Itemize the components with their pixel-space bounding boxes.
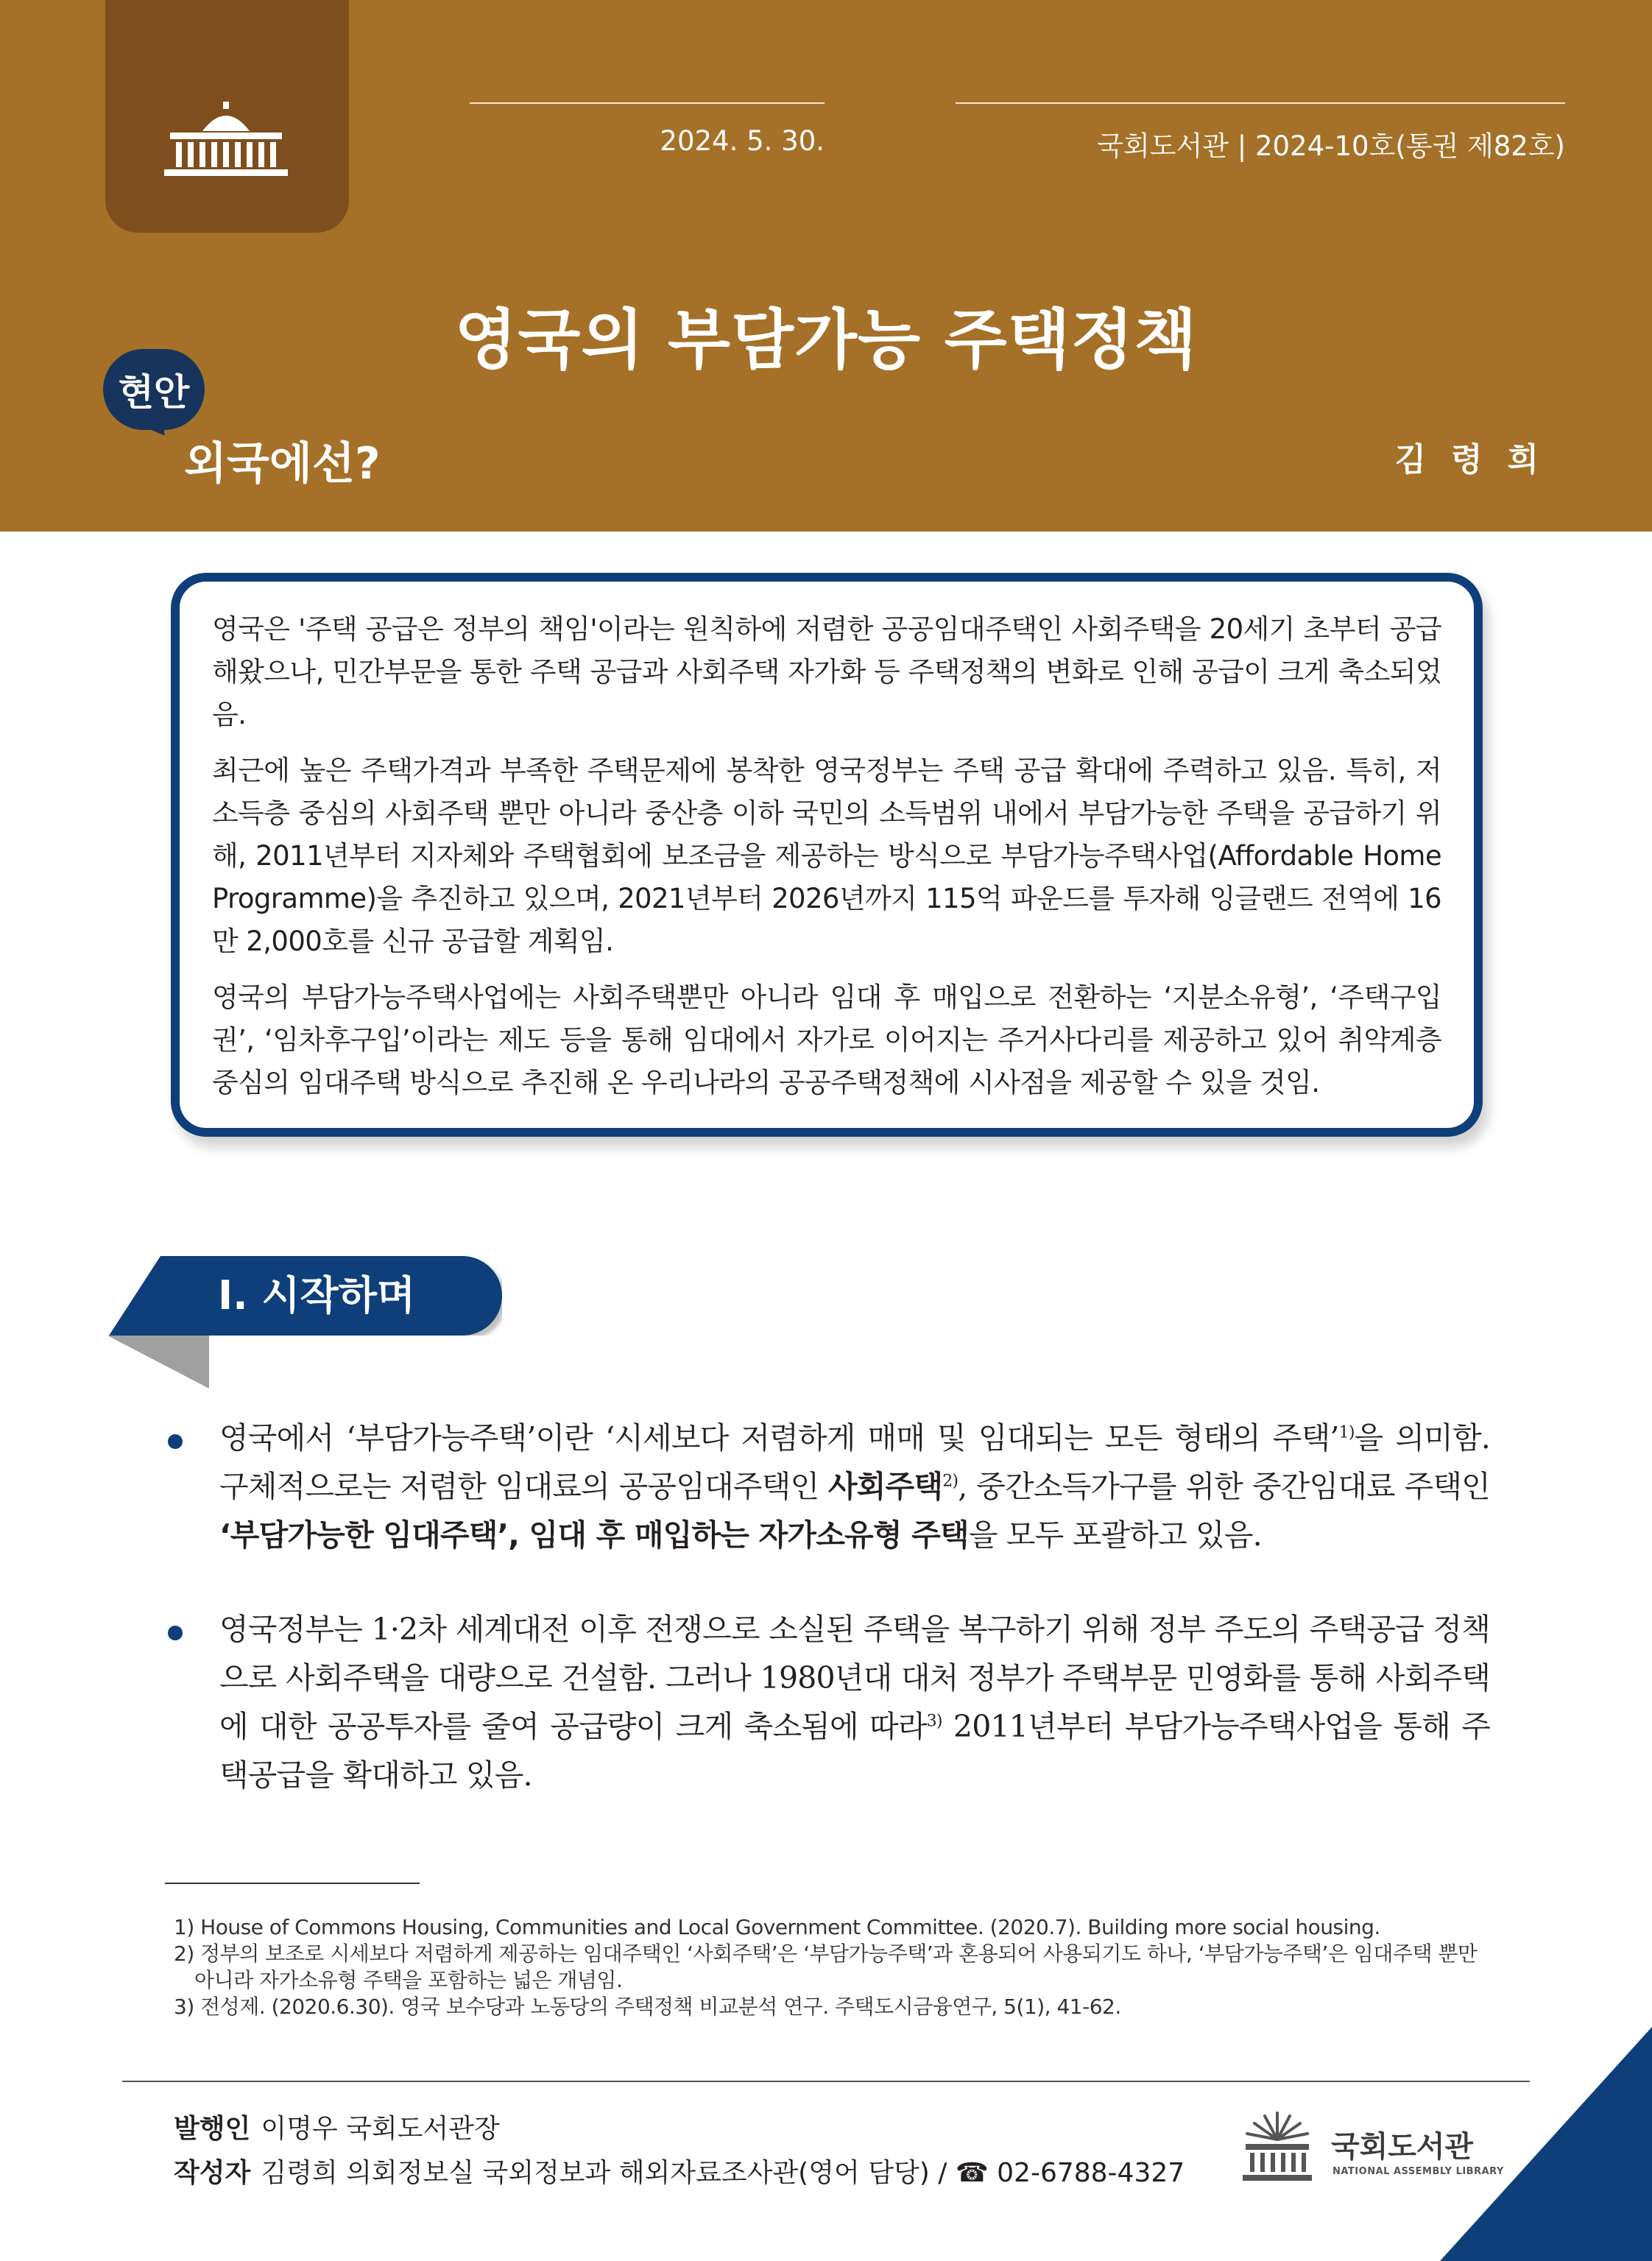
body-bullets [165,1414,1490,1845]
org-english-name: NATIONAL ASSEMBLY LIBRARY [1332,2166,1504,2177]
summary-paragraph-2: 최근에 높은 주택가격과 부족한 주택문제에 봉착한 영국정부는 주택 공급 확대에 주력하고 있음. 특히, 저소득층 중심의 사회주택 뿐만 아니라 중산층 이하 국민의 소득범위 내에서 부담가능한 주택을 공급하기 위해, 2011년부터 지자체와 주택협회에 보조금을 제공하는 방식으로 부담가능주택사업(Affordable Home Programme)을 추진하고 있으며, 2021년부터 2026년까지 115억 파운드를 투자해 잉글랜드 전역에 16만 2,000호를 신규 공급할 계획임. [212,755,1441,957]
publisher-line: 발행인 이명우 국회도서관장 [174,2114,500,2144]
writer-line: 작성자 김령희 의회정보실 국외정보과 해외자료조사관(영어 담당) / ☎ 02-6788-4327 [174,2158,1185,2188]
footnote-1: 1) House of Commons Housing, Communities and Local Government Committee. (2020.7). Building more social housing. [174,1915,1380,1939]
summary-paragraph-1: 영국은 '주택 공급은 정부의 책임'이라는 원칙하에 저렴한 공공임대주택인 사회주택을 20세기 초부터 공급해왔으나, 민간부문을 통한 주택 공급과 사회주택 자가화 등 주택정책의 변화로 인해 공급이 크게 축소되었음. [212,613,1441,730]
national-assembly-building-icon [160,102,292,181]
bullet-dot-icon [168,1626,183,1640]
assembly-logo-tab [105,0,349,233]
footnote-divider [165,1883,420,1884]
header-rule-left [470,102,825,104]
footer-info [174,2107,1185,2195]
header-banner [0,0,1652,532]
library-emblem-icon [1237,2107,1318,2188]
summary-box [171,573,1483,1137]
bullet-dot-icon [168,1434,183,1449]
footer-divider [122,2081,1530,2082]
author-name: 김령희 [1394,441,1564,479]
bullet-item-1 [165,1414,1490,1559]
topic-badge: 현안 [103,349,205,430]
org-name: 국회도서관 [1331,2130,1474,2164]
footnote-ref-2[interactable]: 2) [942,1472,959,1491]
footnote-ref-1[interactable]: 1) [1338,1423,1355,1442]
page-title: 영국의 부담가능 주택정책 [454,302,1198,378]
phone-number: 02-6788-4327 [997,2158,1185,2188]
footnote-2: 2) 정부의 보조로 시세보다 저렴하게 제공하는 임대주택인 ‘사회주택’은 ‘부담가능주택’과 혼용되어 사용되기도 하나, ‘부담가능주택’은 임대주택 뿐만 [174,1941,1478,1966]
footnotes [174,1914,1499,2020]
section-heading-fold [107,1336,209,1389]
bullet-text-2: 영국정부는 1·2차 세계대전 이후 전쟁으로 소실된 주택을 복구하기 위해 정부 주도의 주택공급 정책으로 사회주택을 대량으로 건설함. 그러나 1980년대 대처 정부가 주택부문 민영화를 통해 사회주택에 대한 공공투자를 줄여 공급량이 크게 축소됨에 따라$^{3)}$ 2011년부터 부담가능주택사업을 통해 주택공급을 확대하고 있음. [219,1612,1490,1793]
series-subtitle: 외국에선? [184,438,381,490]
bullet-item-2 [165,1605,1490,1799]
footnote-2-continued: 아니라 자가소유형 주택을 포함하는 넓은 개념임. [194,1968,623,1992]
footnote-ref-3[interactable]: 3) [926,1712,942,1731]
summary-paragraph-3: 영국의 부담가능주택사업에는 사회주택뿐만 아니라 임대 후 매입으로 전환하는 ‘지분소유형’, ‘주택구입권’, ‘임차후구입’이라는 제도 등을 통해 임대에서 자가로 이어지는 주거사다리를 제공하고 있어 취약계층 중심의 임대주택 방식으로 추진해 온 우리나라의 공공주택정책에 시사점을 제공할 수 있을 것임. [212,981,1441,1098]
corner-decoration [1440,2027,1652,2261]
issue-number: 국회도서관 | 2024-10호(통권 제82호) [1097,130,1565,162]
footnote-3: 3) 전성제. (2020.6.30). 영국 보수당과 노동당의 주택정책 비교분석 연구. 주택도시금융연구, 5(1), 41-62. [174,1994,1121,2019]
header-rule-right [956,102,1565,104]
phone-icon: ☎ [955,2158,989,2188]
bullet-text-1: 영국에서 ‘부담가능주택’이란 ‘시세보다 저렴하게 매매 및 임대되는 모든 형태의 주택’$^{1)}$을 의미함. 구체적으로는 저렴한 임대료의 공공임대주택인 사회주택$^{2)}$, 중간소득가구를 위한 중간임대료 주택인 ‘부담가능한 임대주택’, 임대 후 매입하는 자가소유형 주택을 모두 포괄하고 있음. [219,1420,1490,1553]
section-heading: Ⅰ. 시작하며 [218,1272,416,1319]
publication-date: 2024. 5. 30. [660,125,825,157]
